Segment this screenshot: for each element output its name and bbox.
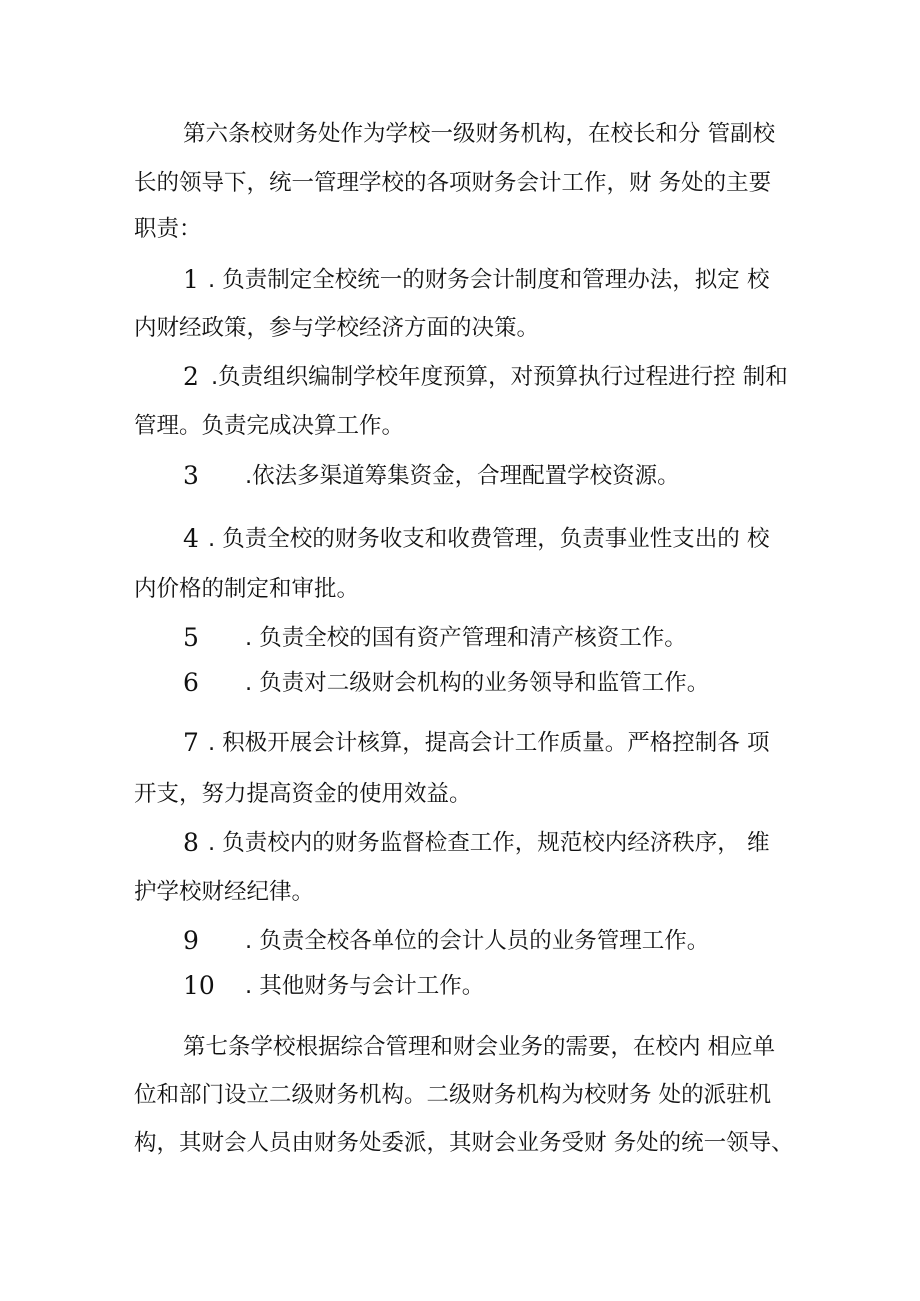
item-1-line-2: 内财经政策，参与学校经济方面的决策。 (134, 315, 540, 341)
item-10-line-1: . 其他财务与会计工作。 (245, 973, 485, 999)
article-6-line-1: 第六条校财务处作为学校一级财务机构，在校长和分 管副校 (183, 121, 776, 147)
item-6-number: 6 (183, 668, 199, 697)
item-1-line-1: . 负责制定全校统一的财务会计制度和管理办法，拟定 校 (208, 267, 770, 293)
item-1-number: 1 (183, 265, 199, 294)
item-8-line-1: . 负责校内的财务监督检查工作，规范校内经济秩序， 维 (208, 830, 770, 856)
item-6-line-1: . 负责对二级财会机构的业务领导和监管工作。 (245, 670, 710, 696)
article-7-line-2: 位和部门设立二级财务机构。二级财务机构为校财务 处的派驻机 (134, 1082, 772, 1108)
item-4-line-1: . 负责全校的财务收支和收费管理，负责事业性支出的 校 (208, 526, 770, 552)
item-9-number: 9 (183, 926, 199, 955)
item-2-line-1: .负责组织编制学校年度预算，对预算执行过程进行控 制和 (211, 364, 788, 390)
item-10-number: 10 (183, 971, 215, 1000)
article-7-line-1: 第七条学校根据综合管理和财会业务的需要，在校内 相应单 (183, 1034, 776, 1060)
item-7-line-2: 开支，努力提高资金的使用效益。 (134, 781, 472, 807)
item-3-line-1: .依法多渠道筹集资金，合理配置学校资源。 (245, 463, 680, 489)
item-8-line-2: 护学校财经纪律。 (134, 879, 315, 905)
item-4-line-2: 内价格的制定和审批。 (134, 576, 360, 602)
item-8-number: 8 (183, 828, 199, 857)
item-5-number: 5 (183, 623, 199, 652)
item-7-line-1: . 积极开展会计核算，提高会计工作质量。严格控制各 项 (208, 730, 770, 756)
article-6-line-3: 职责： (134, 216, 202, 242)
item-7-number: 7 (183, 728, 199, 757)
item-9-line-1: . 负责全校各单位的会计人员的业务管理工作。 (245, 928, 710, 954)
item-3-number: 3 (183, 461, 199, 490)
item-5-line-1: . 负责全校的国有资产管理和清产核资工作。 (245, 625, 687, 651)
article-7-line-3: 构，其财会人员由财务处委派，其财会业务受财 务处的统一领导、 (134, 1130, 794, 1156)
item-2-number: 2 (183, 362, 199, 391)
item-2-line-2: 管理。负责完成决算工作。 (134, 413, 405, 439)
article-6-line-2: 长的领导下，统一管理学校的各项财务会计工作，财 务处的主要 (134, 170, 772, 196)
item-4-number: 4 (183, 524, 199, 553)
